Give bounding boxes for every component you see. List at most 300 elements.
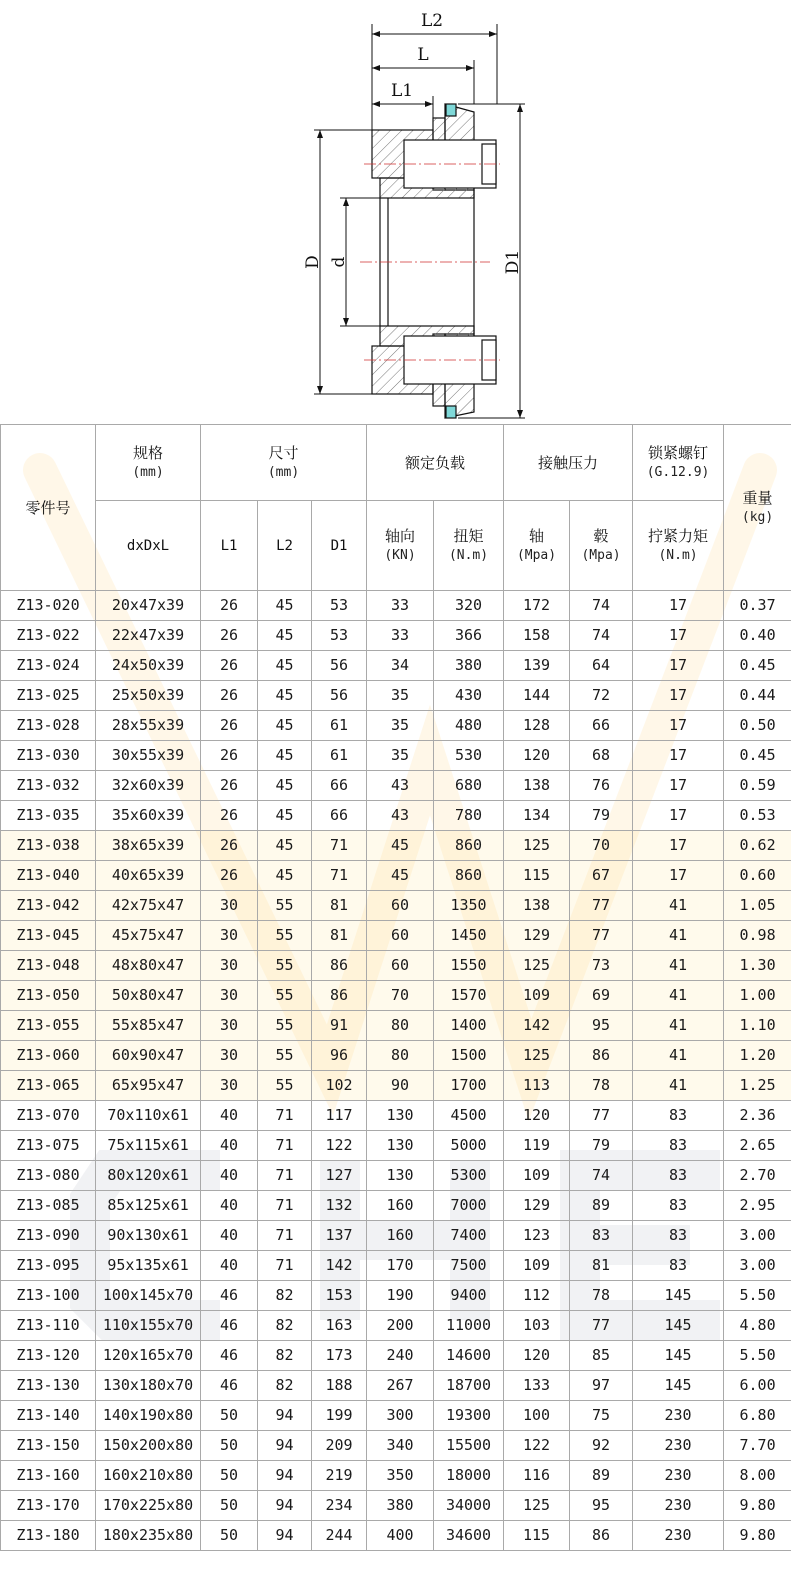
cell-axial-load: 350 [367, 1461, 434, 1491]
cell-part-no: Z13-100 [1, 1281, 96, 1311]
table-row [1, 651, 791, 681]
header-screw [633, 425, 724, 501]
cell-part-no: Z13-038 [1, 831, 96, 861]
cell-spec: 180x235x80 [96, 1521, 201, 1551]
header-D1: D1 [312, 501, 367, 591]
cell-torque: 11000 [434, 1311, 504, 1341]
header-part-no: 零件号 [1, 425, 96, 591]
cell-part-no: Z13-042 [1, 891, 96, 921]
cell-weight: 0.59 [724, 771, 791, 801]
cell-tightening-torque: 41 [633, 891, 724, 921]
cell-spec: 55x85x47 [96, 1011, 201, 1041]
cell-shaft-pressure: 109 [504, 1251, 570, 1281]
cell-weight: 0.50 [724, 711, 791, 741]
cell-d1: 132 [312, 1191, 367, 1221]
table-row [1, 891, 791, 921]
cell-weight: 2.95 [724, 1191, 791, 1221]
cell-spec: 45x75x47 [96, 921, 201, 951]
cell-hub-pressure: 74 [570, 621, 633, 651]
cell-l2: 45 [258, 651, 312, 681]
cell-torque: 18000 [434, 1461, 504, 1491]
label-L: L [417, 45, 429, 65]
cell-d1: 86 [312, 981, 367, 1011]
cell-hub-pressure: 85 [570, 1341, 633, 1371]
cell-shaft-pressure: 134 [504, 801, 570, 831]
cell-l1: 30 [201, 1011, 258, 1041]
cell-axial-load: 60 [367, 921, 434, 951]
cell-l2: 94 [258, 1461, 312, 1491]
cell-hub-pressure: 75 [570, 1401, 633, 1431]
label-L2: L2 [420, 11, 444, 31]
table-row [1, 801, 791, 831]
table-row [1, 1161, 791, 1191]
header-axial-label: 轴向 [385, 526, 416, 545]
cell-torque: 19300 [434, 1401, 504, 1431]
cell-shaft-pressure: 120 [504, 1341, 570, 1371]
cell-part-no: Z13-025 [1, 681, 96, 711]
cell-part-no: Z13-045 [1, 921, 96, 951]
cell-axial-load: 45 [367, 861, 434, 891]
table-row [1, 1401, 791, 1431]
cell-torque: 15500 [434, 1431, 504, 1461]
cell-part-no: Z13-180 [1, 1521, 96, 1551]
cell-axial-load: 35 [367, 711, 434, 741]
cell-hub-pressure: 81 [570, 1251, 633, 1281]
cell-tightening-torque: 83 [633, 1251, 724, 1281]
cell-torque: 18700 [434, 1371, 504, 1401]
header-shaft-unit: (Mpa) [516, 547, 557, 563]
cell-spec: 160x210x80 [96, 1461, 201, 1491]
cell-torque: 480 [434, 711, 504, 741]
cell-l2: 45 [258, 861, 312, 891]
cell-weight: 9.80 [724, 1521, 791, 1551]
cell-l2: 94 [258, 1521, 312, 1551]
cell-axial-load: 190 [367, 1281, 434, 1311]
cell-l1: 46 [201, 1281, 258, 1311]
table-row [1, 1491, 791, 1521]
cell-hub-pressure: 79 [570, 1131, 633, 1161]
cell-l2: 55 [258, 1041, 312, 1071]
cell-d1: 56 [312, 681, 367, 711]
cell-weight: 3.00 [724, 1251, 791, 1281]
cell-l1: 46 [201, 1371, 258, 1401]
cell-tightening-torque: 41 [633, 1011, 724, 1041]
table-row [1, 1311, 791, 1341]
cell-l1: 40 [201, 1191, 258, 1221]
cell-torque: 1350 [434, 891, 504, 921]
header-weight-unit: (kg) [741, 509, 774, 525]
header-weight-label: 重量 [742, 488, 773, 507]
cell-spec: 25x50x39 [96, 681, 201, 711]
table-row [1, 831, 791, 861]
cell-l1: 26 [201, 621, 258, 651]
header-dims-unit: (mm) [267, 464, 300, 480]
cell-tightening-torque: 41 [633, 951, 724, 981]
cell-tightening-torque: 17 [633, 681, 724, 711]
cell-hub-pressure: 92 [570, 1431, 633, 1461]
header-screw-grade: (G.12.9) [646, 464, 710, 480]
cell-hub-pressure: 86 [570, 1521, 633, 1551]
table-row [1, 741, 791, 771]
cell-spec: 140x190x80 [96, 1401, 201, 1431]
cell-part-no: Z13-130 [1, 1371, 96, 1401]
cell-d1: 81 [312, 921, 367, 951]
table-row [1, 1341, 791, 1371]
cell-hub-pressure: 76 [570, 771, 633, 801]
cell-torque: 680 [434, 771, 504, 801]
cell-l1: 50 [201, 1431, 258, 1461]
cell-part-no: Z13-022 [1, 621, 96, 651]
cell-axial-load: 300 [367, 1401, 434, 1431]
cell-spec: 60x90x47 [96, 1041, 201, 1071]
cell-weight: 4.80 [724, 1311, 791, 1341]
cell-hub-pressure: 67 [570, 861, 633, 891]
cell-l2: 82 [258, 1311, 312, 1341]
header-axial-unit: (KN) [384, 547, 416, 563]
cell-l2: 71 [258, 1191, 312, 1221]
cell-torque: 5300 [434, 1161, 504, 1191]
cell-d1: 61 [312, 711, 367, 741]
cell-part-no: Z13-090 [1, 1221, 96, 1251]
cell-tightening-torque: 230 [633, 1461, 724, 1491]
cell-l1: 30 [201, 921, 258, 951]
cell-tightening-torque: 17 [633, 861, 724, 891]
cell-spec: 42x75x47 [96, 891, 201, 921]
table-row [1, 1041, 791, 1071]
cell-part-no: Z13-028 [1, 711, 96, 741]
cell-part-no: Z13-095 [1, 1251, 96, 1281]
cell-part-no: Z13-120 [1, 1341, 96, 1371]
cell-d1: 53 [312, 591, 367, 621]
cell-tightening-torque: 17 [633, 711, 724, 741]
cell-spec: 65x95x47 [96, 1071, 201, 1101]
cell-weight: 6.80 [724, 1401, 791, 1431]
cell-shaft-pressure: 119 [504, 1131, 570, 1161]
cell-part-no: Z13-055 [1, 1011, 96, 1041]
cell-axial-load: 130 [367, 1131, 434, 1161]
cell-shaft-pressure: 133 [504, 1371, 570, 1401]
cell-axial-load: 400 [367, 1521, 434, 1551]
cell-axial-load: 340 [367, 1431, 434, 1461]
cell-l2: 45 [258, 681, 312, 711]
cell-tightening-torque: 83 [633, 1101, 724, 1131]
cell-weight: 1.10 [724, 1011, 791, 1041]
cell-l2: 45 [258, 591, 312, 621]
cell-hub-pressure: 77 [570, 891, 633, 921]
cell-spec: 28x55x39 [96, 711, 201, 741]
cell-tightening-torque: 145 [633, 1371, 724, 1401]
cell-l1: 26 [201, 801, 258, 831]
cell-d1: 122 [312, 1131, 367, 1161]
cell-shaft-pressure: 120 [504, 741, 570, 771]
header-spec [96, 425, 201, 501]
cell-tightening-torque: 83 [633, 1221, 724, 1251]
cell-spec: 100x145x70 [96, 1281, 201, 1311]
cell-axial-load: 380 [367, 1491, 434, 1521]
cell-shaft-pressure: 115 [504, 1521, 570, 1551]
cell-torque: 4500 [434, 1101, 504, 1131]
cell-l2: 45 [258, 621, 312, 651]
cell-weight: 2.36 [724, 1101, 791, 1131]
cell-l1: 30 [201, 1071, 258, 1101]
cell-part-no: Z13-024 [1, 651, 96, 681]
cell-shaft-pressure: 113 [504, 1071, 570, 1101]
table-row [1, 1011, 791, 1041]
cell-torque: 1500 [434, 1041, 504, 1071]
label-D: D [303, 255, 323, 269]
cell-d1: 81 [312, 891, 367, 921]
cell-d1: 244 [312, 1521, 367, 1551]
cell-tightening-torque: 83 [633, 1191, 724, 1221]
cell-axial-load: 267 [367, 1371, 434, 1401]
cell-shaft-pressure: 144 [504, 681, 570, 711]
cell-torque: 1400 [434, 1011, 504, 1041]
cell-d1: 66 [312, 771, 367, 801]
header-hub-unit: (Mpa) [581, 547, 621, 563]
cell-d1: 86 [312, 951, 367, 981]
cell-tightening-torque: 17 [633, 831, 724, 861]
cell-part-no: Z13-020 [1, 591, 96, 621]
cell-spec: 38x65x39 [96, 831, 201, 861]
cell-l1: 46 [201, 1341, 258, 1371]
table-row [1, 711, 791, 741]
cell-weight: 2.65 [724, 1131, 791, 1161]
header-weight [724, 425, 791, 591]
table-row [1, 921, 791, 951]
cell-shaft-pressure: 129 [504, 1191, 570, 1221]
cell-shaft-pressure: 112 [504, 1281, 570, 1311]
cell-hub-pressure: 64 [570, 651, 633, 681]
cell-shaft-pressure: 139 [504, 651, 570, 681]
cell-spec: 95x135x61 [96, 1251, 201, 1281]
cell-spec: 20x47x39 [96, 591, 201, 621]
cell-weight: 0.45 [724, 741, 791, 771]
table-row [1, 771, 791, 801]
table-row [1, 1221, 791, 1251]
label-D1: D1 [503, 249, 523, 275]
cell-d1: 199 [312, 1401, 367, 1431]
cell-weight: 2.70 [724, 1161, 791, 1191]
cell-part-no: Z13-075 [1, 1131, 96, 1161]
cell-hub-pressure: 86 [570, 1041, 633, 1071]
cell-hub-pressure: 78 [570, 1281, 633, 1311]
label-d: d [329, 256, 349, 268]
cell-weight: 5.50 [724, 1281, 791, 1311]
cell-hub-pressure: 66 [570, 711, 633, 741]
table-row [1, 861, 791, 891]
cell-tightening-torque: 145 [633, 1341, 724, 1371]
cell-hub-pressure: 74 [570, 1161, 633, 1191]
cell-axial-load: 33 [367, 621, 434, 651]
cell-weight: 8.00 [724, 1461, 791, 1491]
spec-table [0, 424, 791, 1551]
header-shaft [504, 501, 570, 591]
cell-axial-load: 240 [367, 1341, 434, 1371]
cell-l2: 82 [258, 1341, 312, 1371]
cell-shaft-pressure: 138 [504, 891, 570, 921]
cell-torque: 860 [434, 861, 504, 891]
cell-torque: 7400 [434, 1221, 504, 1251]
table-row [1, 1191, 791, 1221]
cell-hub-pressure: 68 [570, 741, 633, 771]
cell-l2: 45 [258, 741, 312, 771]
cell-l2: 71 [258, 1101, 312, 1131]
header-shaft-label: 轴 [529, 526, 545, 545]
cell-l2: 45 [258, 711, 312, 741]
cell-spec: 30x55x39 [96, 741, 201, 771]
table-row [1, 1131, 791, 1161]
table-row [1, 1281, 791, 1311]
cell-l2: 55 [258, 981, 312, 1011]
cell-axial-load: 45 [367, 831, 434, 861]
cell-torque: 7500 [434, 1251, 504, 1281]
cell-axial-load: 33 [367, 591, 434, 621]
cell-l1: 26 [201, 591, 258, 621]
header-L1: L1 [201, 501, 258, 591]
cell-axial-load: 160 [367, 1191, 434, 1221]
cell-d1: 209 [312, 1431, 367, 1461]
cell-hub-pressure: 74 [570, 591, 633, 621]
cell-l1: 40 [201, 1161, 258, 1191]
cell-d1: 102 [312, 1071, 367, 1101]
cell-shaft-pressure: 115 [504, 861, 570, 891]
header-spec-unit: (mm) [132, 464, 164, 480]
cell-d1: 66 [312, 801, 367, 831]
cell-spec: 75x115x61 [96, 1131, 201, 1161]
cell-shaft-pressure: 172 [504, 591, 570, 621]
cell-spec: 80x120x61 [96, 1161, 201, 1191]
cell-l1: 50 [201, 1491, 258, 1521]
header-axial [367, 501, 434, 591]
cell-l2: 71 [258, 1221, 312, 1251]
header-row-1 [1, 425, 791, 501]
cell-hub-pressure: 95 [570, 1491, 633, 1521]
cell-l2: 55 [258, 951, 312, 981]
header-hub [570, 501, 633, 591]
cell-tightening-torque: 41 [633, 981, 724, 1011]
cell-part-no: Z13-070 [1, 1101, 96, 1131]
cell-axial-load: 34 [367, 651, 434, 681]
cell-shaft-pressure: 128 [504, 711, 570, 741]
cell-axial-load: 130 [367, 1161, 434, 1191]
cell-l2: 55 [258, 1071, 312, 1101]
cell-part-no: Z13-140 [1, 1401, 96, 1431]
header-hub-label: 毂 [593, 526, 609, 545]
cell-l2: 71 [258, 1131, 312, 1161]
cell-spec: 90x130x61 [96, 1221, 201, 1251]
cell-part-no: Z13-032 [1, 771, 96, 801]
cell-l1: 30 [201, 1041, 258, 1071]
table-row [1, 1431, 791, 1461]
cell-tightening-torque: 17 [633, 591, 724, 621]
cell-l1: 26 [201, 681, 258, 711]
cell-torque: 1700 [434, 1071, 504, 1101]
cell-d1: 127 [312, 1161, 367, 1191]
cell-shaft-pressure: 125 [504, 1041, 570, 1071]
cell-spec: 40x65x39 [96, 861, 201, 891]
cell-part-no: Z13-085 [1, 1191, 96, 1221]
cell-l2: 94 [258, 1401, 312, 1431]
cell-tightening-torque: 230 [633, 1521, 724, 1551]
cell-spec: 24x50x39 [96, 651, 201, 681]
header-torque-label: 扭矩 [453, 526, 484, 545]
cell-shaft-pressure: 100 [504, 1401, 570, 1431]
cell-tightening-torque: 145 [633, 1311, 724, 1341]
cell-spec: 35x60x39 [96, 801, 201, 831]
cell-d1: 137 [312, 1221, 367, 1251]
cell-part-no: Z13-110 [1, 1311, 96, 1341]
cell-weight: 0.44 [724, 681, 791, 711]
table-row [1, 951, 791, 981]
cell-l2: 55 [258, 921, 312, 951]
cell-hub-pressure: 70 [570, 831, 633, 861]
table-row [1, 621, 791, 651]
cell-d1: 188 [312, 1371, 367, 1401]
cell-tightening-torque: 83 [633, 1131, 724, 1161]
cell-weight: 0.62 [724, 831, 791, 861]
cell-hub-pressure: 83 [570, 1221, 633, 1251]
table-row [1, 1521, 791, 1551]
cell-l2: 94 [258, 1431, 312, 1461]
cell-torque: 1550 [434, 951, 504, 981]
cell-axial-load: 170 [367, 1251, 434, 1281]
header-tightening [633, 501, 724, 591]
header-dims-label: 尺寸 [268, 443, 299, 462]
cell-spec: 110x155x70 [96, 1311, 201, 1341]
cell-axial-load: 80 [367, 1011, 434, 1041]
cell-l2: 45 [258, 831, 312, 861]
table-row [1, 591, 791, 621]
cell-torque: 430 [434, 681, 504, 711]
cell-l1: 40 [201, 1251, 258, 1281]
cell-weight: 0.40 [724, 621, 791, 651]
cell-l1: 30 [201, 981, 258, 1011]
cell-d1: 91 [312, 1011, 367, 1041]
cell-l1: 50 [201, 1461, 258, 1491]
cell-tightening-torque: 17 [633, 801, 724, 831]
cell-part-no: Z13-160 [1, 1461, 96, 1491]
cell-spec: 22x47x39 [96, 621, 201, 651]
cell-weight: 1.30 [724, 951, 791, 981]
cell-axial-load: 160 [367, 1221, 434, 1251]
header-screw-label: 锁紧螺钉 [648, 443, 709, 462]
cell-weight: 1.00 [724, 981, 791, 1011]
header-dims [201, 425, 367, 501]
cell-d1: 117 [312, 1101, 367, 1131]
cell-d1: 219 [312, 1461, 367, 1491]
table-row [1, 681, 791, 711]
cell-part-no: Z13-048 [1, 951, 96, 981]
cell-l1: 26 [201, 861, 258, 891]
header-contact-pressure: 接触压力 [504, 425, 633, 501]
cell-hub-pressure: 89 [570, 1191, 633, 1221]
cell-weight: 0.45 [724, 651, 791, 681]
cell-shaft-pressure: 103 [504, 1311, 570, 1341]
cell-weight: 1.25 [724, 1071, 791, 1101]
cell-d1: 163 [312, 1311, 367, 1341]
cell-l2: 55 [258, 1011, 312, 1041]
cell-l2: 71 [258, 1161, 312, 1191]
table-row [1, 1371, 791, 1401]
cell-spec: 130x180x70 [96, 1371, 201, 1401]
cell-part-no: Z13-060 [1, 1041, 96, 1071]
cell-l2: 94 [258, 1491, 312, 1521]
cell-tightening-torque: 41 [633, 1041, 724, 1071]
cell-spec: 48x80x47 [96, 951, 201, 981]
cell-axial-load: 70 [367, 981, 434, 1011]
cell-l2: 82 [258, 1281, 312, 1311]
cell-axial-load: 60 [367, 951, 434, 981]
